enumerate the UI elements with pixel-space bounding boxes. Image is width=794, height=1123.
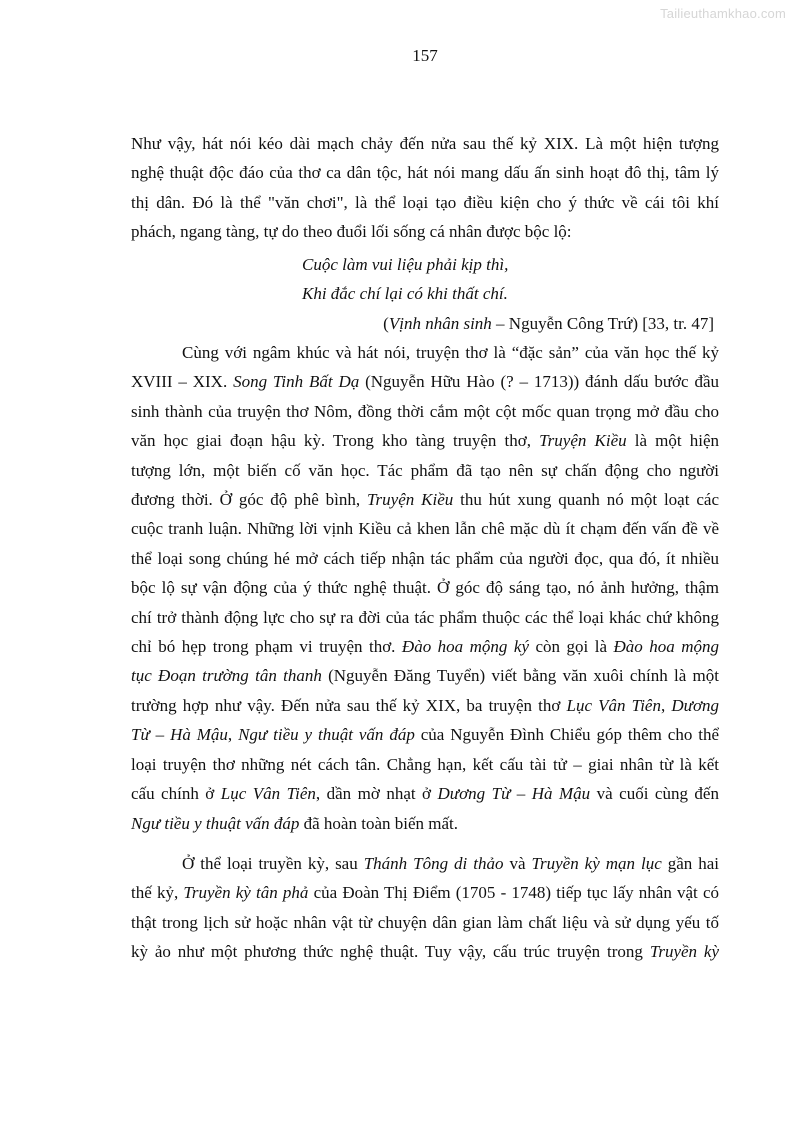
text-line: thể loại song chúng hé mở cách tiếp nhận tác phẩm của người đọc, qua đó, ít nhiều [131, 548, 719, 568]
text-line: cấu chính ở Lục Vân Tiên, dần mờ nhạt ở Dương Từ – Hà Mậu và cuối cùng đến [131, 784, 719, 804]
work-title: Lục Vân Tiên [566, 695, 661, 715]
text-line: Ngư tiều y thuật vấn đáp đã hoàn toàn biến mất. [131, 813, 459, 833]
work-title: Song Tinh Bất Dạ [233, 372, 360, 392]
citation-title: Vịnh nhân sinh [388, 314, 492, 333]
paragraph-1 [131, 129, 719, 247]
text-line: thị dân. Đó là thể "văn chơi", là thể loại tạo điều kiện cho ý thức về cái tôi khí [131, 192, 719, 212]
work-title: Từ – Hà Mậu [131, 725, 228, 745]
paragraph-2 [131, 338, 719, 838]
work-title: Truyện Kiều [539, 431, 627, 451]
work-title: Truyền kỳ tân phả [183, 883, 309, 903]
paragraph-3 [131, 849, 719, 967]
work-title: Thánh Tông di thảo [363, 854, 504, 873]
text-line: tượng lớn, một biến cố văn học. Tác phẩm đã tạo nên sự chấn động cho người [131, 460, 719, 480]
text-line: thế kỷ, Truyền kỳ tân phả của Đoàn Thị Điểm (1705 - 1748) tiếp tục lấy nhân vật có [131, 883, 719, 903]
work-title: Truyền kỳ mạn lục [531, 854, 662, 873]
work-title: Lục Vân Tiên [220, 784, 316, 804]
text-line: XVIII – XIX. Song Tinh Bất Dạ (Nguyễn Hữu Hào (? – 1713)) đánh dấu bước đầu [131, 372, 719, 392]
text-line: nghệ thuật độc đáo của thơ ca dân tộc, hát nói mang dấu ấn sinh hoạt đô thị, tâm lý [131, 163, 719, 183]
text-line: loại truyện thơ những nét cách tân. Chẳng hạn, kết cấu tài tử – giai nhân từ là kết [131, 754, 719, 774]
page-number: 157 [412, 46, 438, 65]
text-line: Ở thể loại truyền kỳ, sau Thánh Tông di thảo và Truyền kỳ mạn lục gần hai [182, 854, 720, 873]
citation-rest: – Nguyễn Công Trứ) [33, tr. 47] [491, 314, 714, 333]
text-line: chỉ bó hẹp trong phạm vi truyện thơ. Đào hoa mộng ký còn gọi là Đào hoa mộng [131, 637, 719, 657]
verse-line-2: Khi đắc chí lại có khi thất chí. [302, 284, 508, 303]
text-line: Như vậy, hát nói kéo dài mạch chảy đến nửa sau thế kỷ XIX. Là một hiện tượng [131, 134, 719, 153]
text-line: phách, ngang tàng, tự do theo đuổi lối sống cá nhân được bộc lộ: [131, 222, 572, 242]
verse-citation [383, 309, 714, 338]
text-line: cuộc tranh luận. Những lời vịnh Kiều cả khen lẫn chê mặc dù ít chạm đến vấn đề về [131, 519, 719, 539]
work-title: Truyền kỳ [649, 942, 719, 962]
text-line: văn học giai đoạn hậu kỳ. Trong kho tàng truyện thơ, Truyện Kiều là một hiện [131, 431, 719, 451]
work-title: Truyện Kiều [367, 490, 454, 510]
work-title: Dương Từ – Hà Mậu [437, 784, 591, 804]
text-line: Cùng với ngâm khúc và hát nói, truyện thơ là “đặc sản” của văn học thế kỷ [182, 343, 719, 362]
text-line: kỳ ảo như một phương thức nghệ thuật. Tuy vậy, cấu trúc truyện trong Truyền kỳ [131, 942, 719, 962]
text-line: bộc lộ sự vận động của ý thức nghệ thuật. Ở góc độ sáng tạo, nó ảnh hưởng, thậm [131, 578, 719, 598]
text-line: chí trở thành động lực cho sự ra đời của tác phẩm thuộc các thể loại khác chứ không [131, 607, 719, 627]
work-title: Đào hoa mộng ký [401, 637, 530, 657]
work-title: Ngư tiều y thuật vấn đáp [131, 813, 300, 833]
work-title: Đào hoa mộng [613, 637, 719, 657]
watermark: Tailieuthamkhao.com [660, 6, 786, 21]
work-title: tục Đoạn trường tân thanh [131, 666, 322, 686]
work-title: Ngư tiều y thuật vấn đáp [238, 725, 415, 745]
work-title: Dương [671, 695, 720, 715]
text-line: trường hợp như vậy. Đến nửa sau thế kỷ XIX, ba truyện thơ Lục Vân Tiên, Dương [131, 695, 720, 715]
verse-line-1: Cuộc làm vui liệu phải kịp thì, [302, 255, 509, 274]
text-line: Từ – Hà Mậu, Ngư tiều y thuật vấn đáp của Nguyễn Đình Chiểu góp thêm cho thể [131, 725, 719, 745]
text-line: sinh thành của truyện thơ Nôm, đồng thời cắm một cột mốc quan trọng mở đầu cho [131, 401, 719, 421]
text-line: đương thời. Ở góc độ phê bình, Truyện Kiều thu hút xung quanh nó một loạt các [131, 490, 719, 510]
text-line: tục Đoạn trường tân thanh (Nguyễn Đăng Tuyển) viết bằng văn xuôi chính là một [131, 666, 719, 686]
text-line: thật trong lịch sử hoặc nhân vật từ chuyện dân gian làm chất liệu và sử dụng yếu tố [131, 912, 719, 932]
citation-open: ( [383, 314, 389, 333]
